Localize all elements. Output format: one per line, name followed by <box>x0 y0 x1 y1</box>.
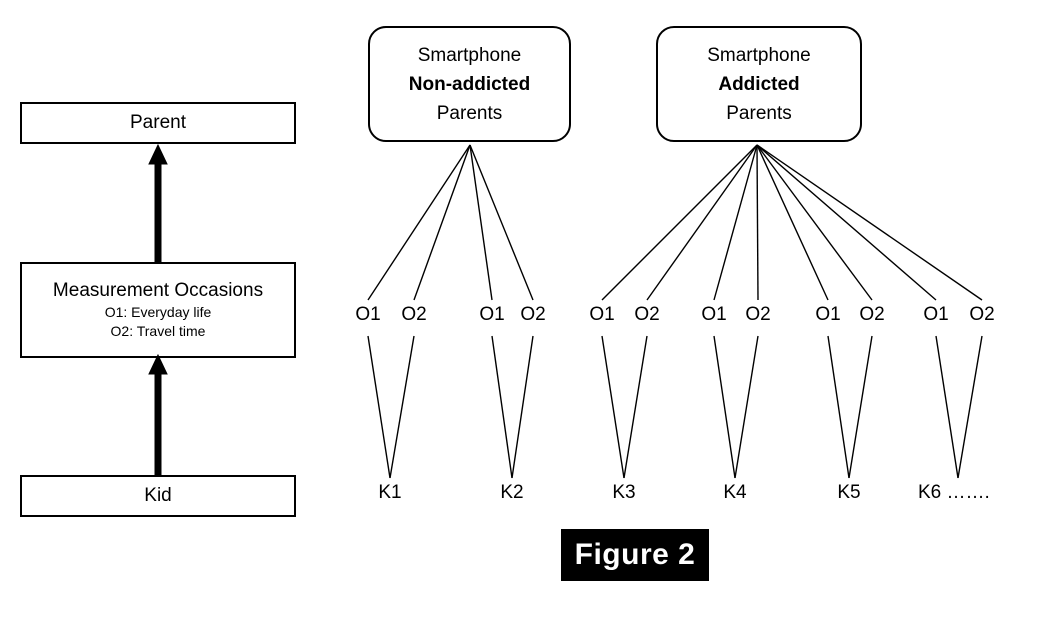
occasion-label: O2 <box>859 304 885 325</box>
figure-caption <box>561 529 709 581</box>
group-addicted-line3: Parents <box>726 102 792 124</box>
legend-parent-label: Parent <box>130 112 186 133</box>
legend-measurement-label: Measurement Occasions <box>52 280 264 301</box>
occasion-label: O1 <box>589 304 615 325</box>
occasion-label: O2 <box>745 304 771 325</box>
occasion-label: O1 <box>923 304 949 325</box>
figure-caption-text: Figure 2 <box>574 538 696 571</box>
legend-occasion-2-label: O2: Travel time <box>110 323 206 339</box>
kid-label: K3 <box>612 482 636 503</box>
group-addicted-line1: Smartphone <box>707 44 811 66</box>
kid-label: K4 <box>723 482 747 503</box>
group-addicted-line2: Addicted <box>718 73 800 95</box>
group-non-addicted-line1: Smartphone <box>417 44 522 66</box>
occasion-label: O2 <box>520 304 546 325</box>
occasion-label: O1 <box>479 304 505 325</box>
legend-kid-label: Kid <box>144 485 172 506</box>
occasion-label: O2 <box>401 304 427 325</box>
occasion-label: O1 <box>355 304 381 325</box>
occasion-label: O2 <box>969 304 995 325</box>
kid-label: K5 <box>837 482 861 503</box>
kid-label: K2 <box>500 482 524 503</box>
group-non-addicted-line3: Parents <box>436 102 503 124</box>
occasion-label: O2 <box>634 304 660 325</box>
kid-label: K1 <box>378 482 402 503</box>
occasion-label: O1 <box>815 304 841 325</box>
group-non-addicted-line2: Non-addicted <box>408 73 531 95</box>
occasion-label: O1 <box>701 304 727 325</box>
legend-occasion-1-label: O1: Everyday life <box>104 304 212 320</box>
kid-label: K6 ……. <box>918 482 990 503</box>
